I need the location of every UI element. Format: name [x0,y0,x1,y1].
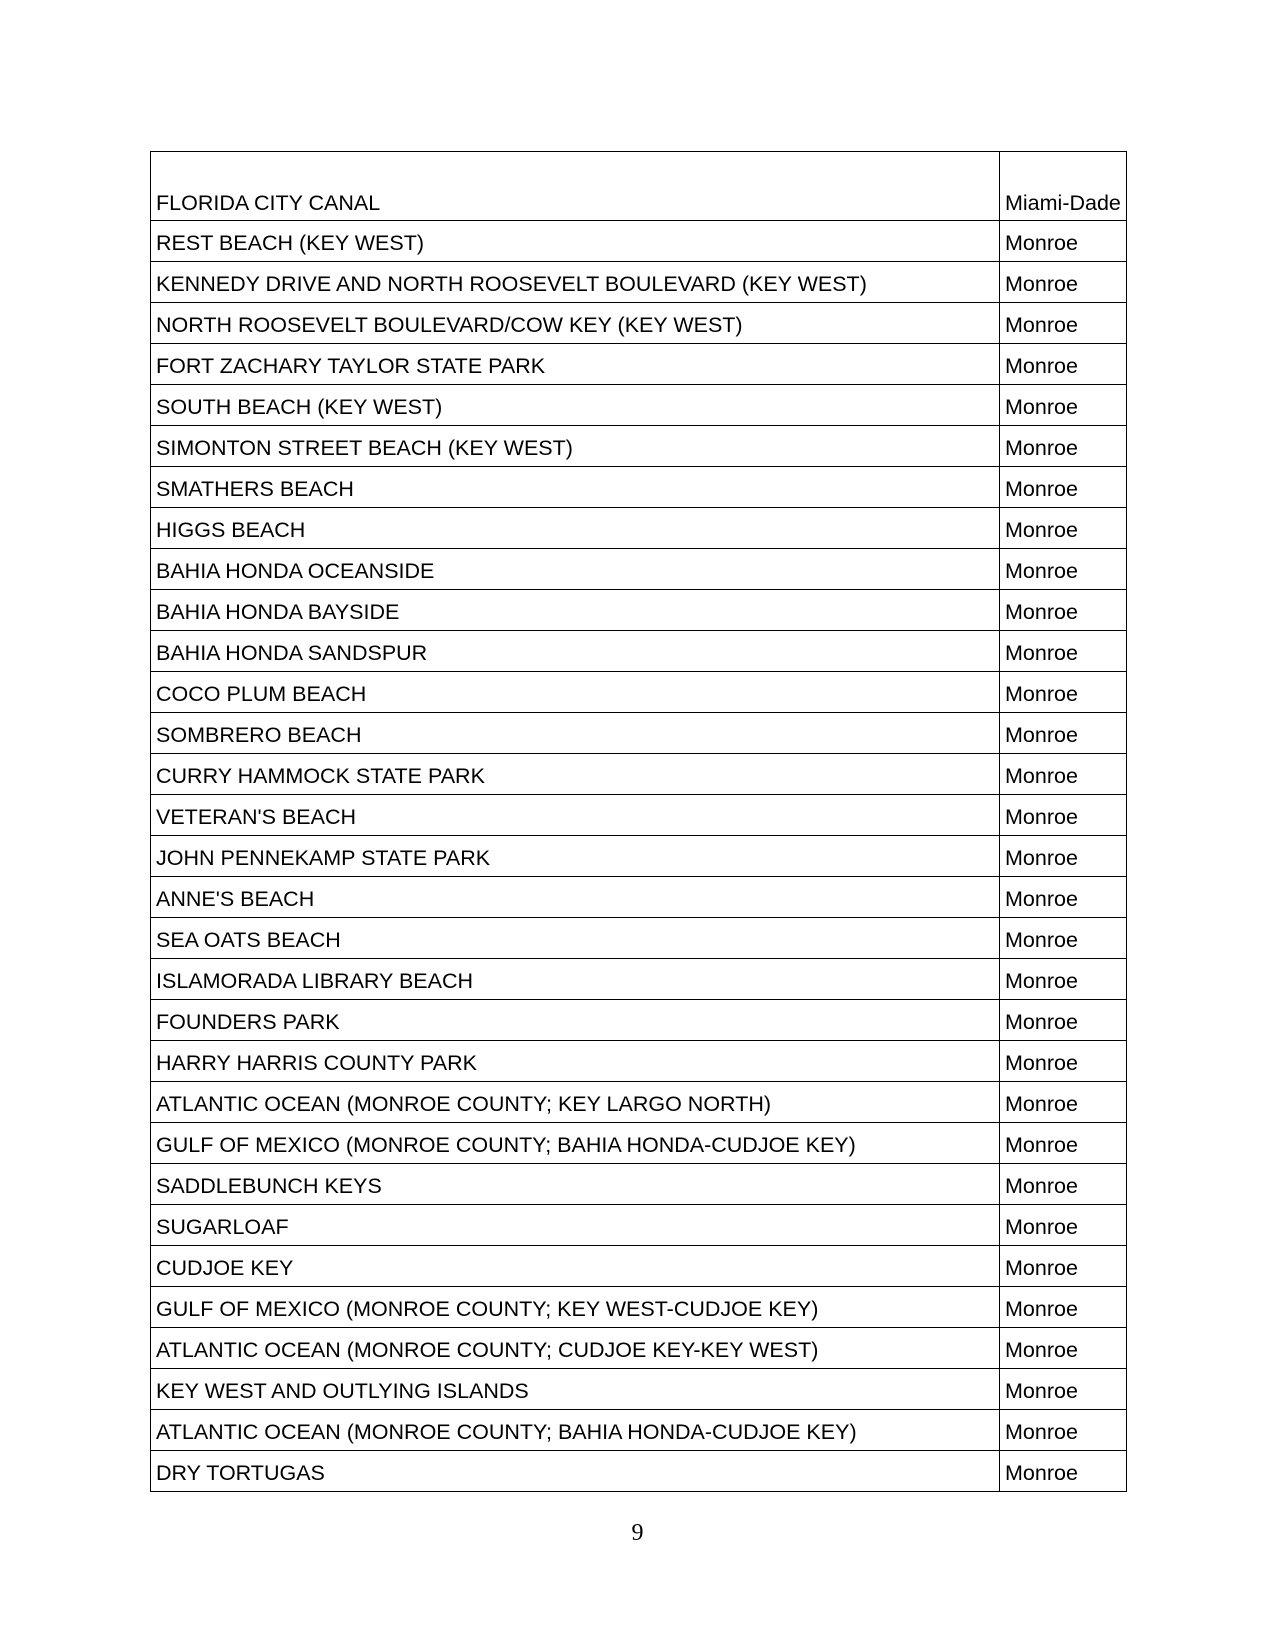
table-row [151,590,1127,631]
location-name-cell: KENNEDY DRIVE AND NORTH ROOSEVELT BOULEVARD (KEY WEST) [151,262,1000,303]
location-name-cell: REST BEACH (KEY WEST) [151,221,1000,262]
county-cell: Monroe [1000,262,1127,303]
beach-county-table [150,151,1127,1492]
location-name-cell: NORTH ROOSEVELT BOULEVARD/COW KEY (KEY WEST) [151,303,1000,344]
location-name-cell: HIGGS BEACH [151,508,1000,549]
county-cell: Monroe [1000,426,1127,467]
table-row [151,426,1127,467]
location-name-cell: FORT ZACHARY TAYLOR STATE PARK [151,344,1000,385]
table-row [151,754,1127,795]
table-row [151,1000,1127,1041]
location-name-cell: SIMONTON STREET BEACH (KEY WEST) [151,426,1000,467]
county-cell: Monroe [1000,590,1127,631]
county-cell: Monroe [1000,1164,1127,1205]
table-row [151,672,1127,713]
county-cell: Monroe [1000,959,1127,1000]
table-row [151,221,1127,262]
location-name-cell: GULF OF MEXICO (MONROE COUNTY; KEY WEST-CUDJOE KEY) [151,1287,1000,1328]
location-name-cell: DRY TORTUGAS [151,1451,1000,1492]
county-cell: Monroe [1000,1287,1127,1328]
table-row [151,959,1127,1000]
table-row [151,1123,1127,1164]
county-cell: Monroe [1000,344,1127,385]
location-name-cell: SEA OATS BEACH [151,918,1000,959]
county-cell: Monroe [1000,385,1127,426]
location-name-cell: KEY WEST AND OUTLYING ISLANDS [151,1369,1000,1410]
county-cell: Monroe [1000,754,1127,795]
location-name-cell: SOMBRERO BEACH [151,713,1000,754]
location-name-cell: SOUTH BEACH (KEY WEST) [151,385,1000,426]
location-name-cell: BAHIA HONDA BAYSIDE [151,590,1000,631]
table-row [151,262,1127,303]
county-cell: Monroe [1000,918,1127,959]
county-cell: Monroe [1000,1451,1127,1492]
county-cell: Monroe [1000,795,1127,836]
county-cell: Monroe [1000,1000,1127,1041]
table-row [151,836,1127,877]
location-name-cell: SADDLEBUNCH KEYS [151,1164,1000,1205]
location-name-cell: SMATHERS BEACH [151,467,1000,508]
location-name-cell: FLORIDA CITY CANAL [151,152,1000,221]
table-row [151,303,1127,344]
location-name-cell: SUGARLOAF [151,1205,1000,1246]
location-name-cell: BAHIA HONDA OCEANSIDE [151,549,1000,590]
county-cell: Monroe [1000,836,1127,877]
table-row [151,152,1127,221]
table-body [151,152,1127,1492]
location-name-cell: CUDJOE KEY [151,1246,1000,1287]
table-row [151,467,1127,508]
county-cell: Monroe [1000,221,1127,262]
table-row [151,877,1127,918]
county-cell: Monroe [1000,1205,1127,1246]
table-row [151,1287,1127,1328]
page-number: 9 [631,1520,644,1546]
table-row [151,549,1127,590]
location-name-cell: GULF OF MEXICO (MONROE COUNTY; BAHIA HONDA-CUDJOE KEY) [151,1123,1000,1164]
county-cell: Monroe [1000,1123,1127,1164]
county-cell: Monroe [1000,467,1127,508]
location-name-cell: ATLANTIC OCEAN (MONROE COUNTY; CUDJOE KEY-KEY WEST) [151,1328,1000,1369]
location-name-cell: JOHN PENNEKAMP STATE PARK [151,836,1000,877]
county-cell: Monroe [1000,549,1127,590]
table-row [151,631,1127,672]
table-row [151,1164,1127,1205]
county-cell: Miami-Dade [1000,152,1127,221]
location-name-cell: ANNE'S BEACH [151,877,1000,918]
table-row [151,1205,1127,1246]
county-cell: Monroe [1000,877,1127,918]
location-name-cell: CURRY HAMMOCK STATE PARK [151,754,1000,795]
county-cell: Monroe [1000,303,1127,344]
county-cell: Monroe [1000,508,1127,549]
table-row [151,918,1127,959]
table-row [151,795,1127,836]
table-row [151,1328,1127,1369]
table-row [151,1041,1127,1082]
county-cell: Monroe [1000,672,1127,713]
table-row [151,385,1127,426]
county-cell: Monroe [1000,1082,1127,1123]
location-name-cell: ATLANTIC OCEAN (MONROE COUNTY; BAHIA HONDA-CUDJOE KEY) [151,1410,1000,1451]
table-row [151,1369,1127,1410]
table-row [151,344,1127,385]
table-row [151,1082,1127,1123]
county-cell: Monroe [1000,1041,1127,1082]
table-row [151,1410,1127,1451]
county-cell: Monroe [1000,1410,1127,1451]
county-cell: Monroe [1000,1369,1127,1410]
county-cell: Monroe [1000,631,1127,672]
location-name-cell: FOUNDERS PARK [151,1000,1000,1041]
table-row [151,508,1127,549]
location-name-cell: VETERAN'S BEACH [151,795,1000,836]
county-cell: Monroe [1000,713,1127,754]
table-row [151,713,1127,754]
location-name-cell: COCO PLUM BEACH [151,672,1000,713]
table-row [151,1451,1127,1492]
location-name-cell: ATLANTIC OCEAN (MONROE COUNTY; KEY LARGO NORTH) [151,1082,1000,1123]
location-name-cell: ISLAMORADA LIBRARY BEACH [151,959,1000,1000]
county-cell: Monroe [1000,1328,1127,1369]
location-name-cell: HARRY HARRIS COUNTY PARK [151,1041,1000,1082]
location-name-cell: BAHIA HONDA SANDSPUR [151,631,1000,672]
county-cell: Monroe [1000,1246,1127,1287]
table-row [151,1246,1127,1287]
